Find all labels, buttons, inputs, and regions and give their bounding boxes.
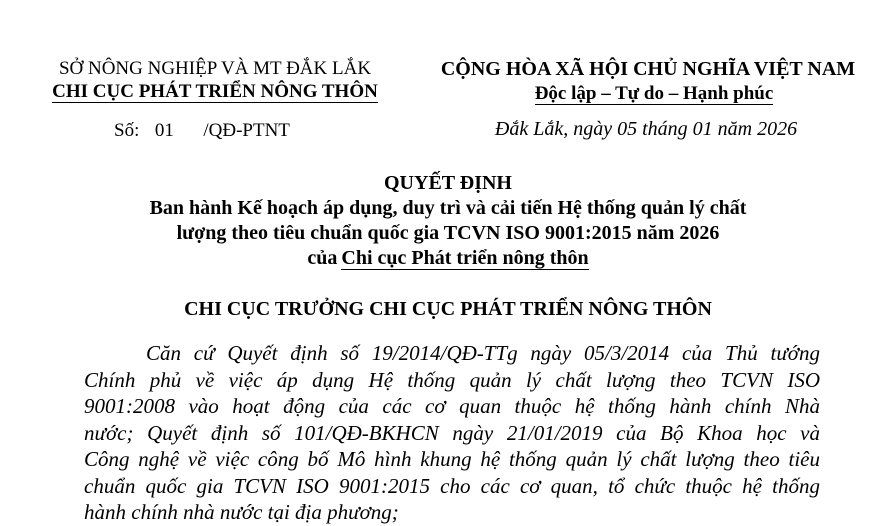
national-title [426,58,870,81]
basis-line: Công nghệ về việc công bố Mô hình khung hệ thống quản lý chất lượng theo tiêu [84,447,820,471]
doc-number-prefix: Số: [114,120,140,141]
document-type [0,172,896,195]
national-title-text: CỘNG HÒA XÃ HỘI CHỦ NGHĨA VIỆT NAM [440,58,856,80]
place-date-text: Đắk Lắk, ngày 05 tháng 01 năm 2026 [494,118,798,140]
document-number [114,120,290,142]
national-motto-text: Độc lập – Tự do – Hạnh phúc [534,83,774,104]
subject-line-3 [0,247,896,270]
basis-line: Căn cứ Quyết định số 19/2014/QĐ-TTg ngày 05/3/2014 của Thủ tướng [146,341,820,365]
agency-name-text: CHI CỤC PHÁT TRIỂN NÔNG THÔN [52,81,378,102]
national-motto [432,83,876,105]
subject-line-2-text: lượng theo tiêu chuẩn quốc gia TCVN ISO 9001:2015 năm 2026 [176,222,720,244]
subject-line-1-text: Ban hành Kế hoạch áp dụng, duy trì và cải tiến Hệ thống quản lý chất [149,197,747,219]
document-type-text: QUYẾT ĐỊNH [384,172,512,194]
doc-number-value: 01 [154,120,174,141]
basis-line: chuẩn quốc gia TCVN ISO 9001:2015 cho các cơ quan, tổ chức thuộc hệ thống [84,473,820,498]
legal-basis-paragraph [84,340,820,526]
basis-line: Chính phủ về việc áp dụng Hệ thống quản lý chất lượng theo TCVN ISO [84,367,820,392]
basis-line: 9001:2008 vào hoạt động của các cơ quan thuộc hệ thống hành chính Nhà [84,394,820,418]
issuer-title-text: CHI CỤC TRƯỞNG CHI CỤC PHÁT TRIỂN NÔNG THÔN [184,298,712,320]
agency-name [0,81,430,103]
place-date [424,118,868,141]
subject-line-3-underlined: Chi cục Phát triển nông thôn [341,247,589,269]
subject-line-3-prefix: của [307,247,338,269]
subject-line-2 [0,222,896,245]
parent-agency-text: SỞ NÔNG NGHIỆP VÀ MT ĐẮK LẮK [58,58,372,79]
issuer-title [0,298,896,321]
basis-line: nước; Quyết định số 101/QĐ-BKHCN ngày 21/01/2019 của Bộ Khoa học và [84,420,820,445]
subject-line-1 [0,197,896,220]
parent-agency [0,58,430,80]
basis-line: hành chính nhà nước tại địa phương; [84,500,399,524]
doc-code: /QĐ-PTNT [203,120,290,141]
